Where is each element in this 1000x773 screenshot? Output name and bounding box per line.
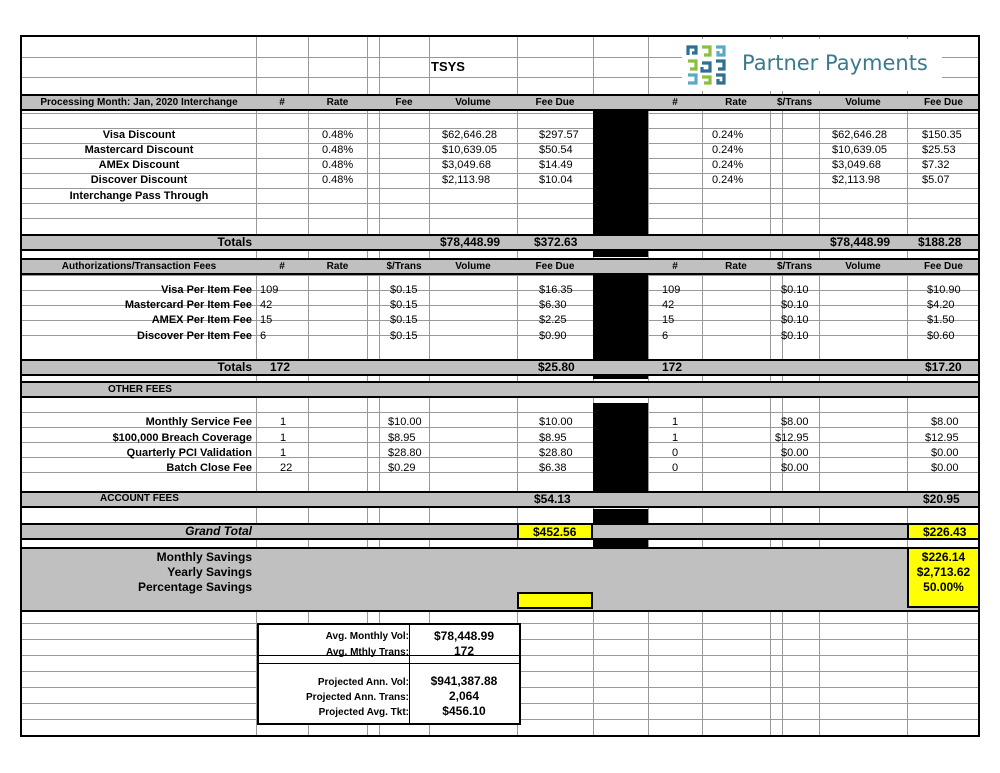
page-title: TSYS bbox=[431, 59, 465, 74]
header-label: Processing Month: Jan, 2020 Interchange bbox=[40, 97, 238, 108]
totals-volume: $78,448.99 bbox=[440, 235, 501, 249]
count-cell: 6 bbox=[662, 330, 669, 342]
totals-count: 172 bbox=[662, 360, 683, 374]
fee-due-cell: $14.49 bbox=[539, 159, 573, 171]
fee-due-cell: $8.00 bbox=[931, 416, 959, 428]
per-trans-cell: $10.00 bbox=[388, 416, 422, 428]
col-count: # bbox=[672, 97, 678, 108]
per-trans-cell: $12.95 bbox=[775, 432, 809, 444]
brand-name: Partner Payments bbox=[742, 51, 928, 75]
row-label: Visa Per Item Fee bbox=[161, 284, 252, 296]
per-trans-cell: $0.10 bbox=[781, 314, 809, 326]
totals-fee-due: $372.63 bbox=[534, 235, 578, 249]
interchange-header-row bbox=[22, 94, 978, 111]
per-trans-cell: $0.00 bbox=[781, 462, 809, 474]
fee-due-cell: $5.07 bbox=[922, 174, 950, 186]
grand-total-highlight bbox=[907, 523, 980, 540]
auth-header-row bbox=[22, 258, 978, 275]
rate-cell: 0.48% bbox=[322, 174, 354, 186]
count-cell: 1 bbox=[672, 416, 679, 428]
account-fees-fee-due: $20.95 bbox=[923, 492, 960, 506]
volume-cell: $62,646.28 bbox=[832, 129, 888, 141]
yearly-savings-label: Yearly Savings bbox=[167, 565, 252, 579]
col-per-trans: $/Trans bbox=[776, 261, 813, 272]
count-cell: 0 bbox=[672, 447, 679, 459]
avg-monthly-vol-value: $78,448.99 bbox=[433, 629, 495, 643]
count-cell: 109 bbox=[662, 284, 681, 296]
fee-due-cell: $10.00 bbox=[539, 416, 573, 428]
yearly-savings-value: $2,713.62 bbox=[916, 565, 971, 579]
count-cell: 42 bbox=[662, 299, 675, 311]
empty-highlight-cell bbox=[517, 592, 593, 609]
divider-column bbox=[593, 509, 648, 523]
percentage-savings-value: 50.00% bbox=[923, 580, 964, 594]
grand-total-highlight bbox=[517, 523, 593, 540]
count-cell: 6 bbox=[260, 330, 267, 342]
rate-cell: 0.48% bbox=[322, 144, 354, 156]
row-label: Batch Close Fee bbox=[166, 462, 252, 474]
totals-label: Totals bbox=[217, 235, 252, 249]
col-count: # bbox=[279, 97, 285, 108]
fee-due-cell: $297.57 bbox=[539, 129, 579, 141]
header-label: OTHER FEES bbox=[108, 384, 172, 395]
count-cell: 1 bbox=[280, 447, 287, 459]
col-fee-due: Fee Due bbox=[924, 261, 963, 272]
volume-cell: $3,049.68 bbox=[442, 159, 491, 171]
per-trans-cell: $0.15 bbox=[390, 284, 418, 296]
col-fee-due: Fee Due bbox=[535, 97, 575, 108]
per-trans-cell: $0.15 bbox=[390, 299, 418, 311]
account-fees-label: ACCOUNT FEES bbox=[100, 493, 179, 504]
row-label: AMEX Per Item Fee bbox=[151, 314, 252, 326]
totals-fee-due: $17.20 bbox=[925, 360, 962, 374]
savings-values-highlight bbox=[907, 547, 980, 608]
col-fee-due: Fee Due bbox=[924, 97, 963, 108]
count-cell: 0 bbox=[672, 462, 679, 474]
monthly-savings-value: $226.14 bbox=[921, 550, 966, 564]
fee-due-cell: $0.60 bbox=[927, 330, 955, 342]
partner-payments-logo-icon bbox=[682, 41, 734, 89]
fee-due-cell: $6.30 bbox=[539, 299, 567, 311]
per-trans-cell: $0.00 bbox=[781, 447, 809, 459]
volume-summary-box bbox=[257, 623, 521, 725]
fee-comparison-sheet bbox=[20, 35, 980, 737]
brand-logo bbox=[682, 39, 942, 91]
fee-due-cell: $0.00 bbox=[931, 462, 959, 474]
fee-due-cell: $12.95 bbox=[925, 432, 959, 444]
per-trans-cell: $8.95 bbox=[388, 432, 416, 444]
col-rate: Rate bbox=[326, 97, 349, 108]
fee-due-cell: $1.50 bbox=[927, 314, 955, 326]
savings-block bbox=[22, 547, 978, 612]
totals-count: 172 bbox=[270, 360, 291, 374]
per-trans-cell: $0.15 bbox=[390, 330, 418, 342]
grand-total-fee-due: $452.56 bbox=[533, 525, 577, 539]
count-cell: 109 bbox=[260, 284, 279, 296]
per-trans-cell: $8.00 bbox=[781, 416, 809, 428]
fee-due-cell: $10.90 bbox=[927, 284, 961, 296]
fee-due-cell: $10.04 bbox=[539, 174, 573, 186]
count-cell: 1 bbox=[280, 416, 287, 428]
avg-monthly-vol-label: Avg. Monthly Vol: bbox=[325, 631, 409, 642]
col-fee: Fee bbox=[395, 97, 413, 108]
count-cell: 1 bbox=[672, 432, 679, 444]
col-volume: Volume bbox=[845, 261, 881, 272]
rate-cell: 0.24% bbox=[712, 129, 744, 141]
count-cell: 42 bbox=[260, 299, 273, 311]
proj-avg-tkt-value: $456.10 bbox=[442, 704, 486, 718]
per-trans-cell: $0.10 bbox=[781, 284, 809, 296]
row-label: Visa Discount bbox=[102, 129, 176, 141]
count-cell: 22 bbox=[280, 462, 293, 474]
row-label: Interchange Pass Through bbox=[69, 190, 209, 202]
proj-avg-tkt-label: Projected Avg. Tkt: bbox=[318, 707, 409, 718]
rate-cell: 0.24% bbox=[712, 144, 744, 156]
monthly-savings-label: Monthly Savings bbox=[156, 550, 252, 564]
volume-cell: $2,113.98 bbox=[832, 174, 881, 186]
rate-cell: 0.24% bbox=[712, 159, 744, 171]
fee-due-cell: $0.90 bbox=[539, 330, 567, 342]
row-label: AMEx Discount bbox=[98, 159, 180, 171]
rate-cell: 0.48% bbox=[322, 159, 354, 171]
col-volume: Volume bbox=[455, 97, 491, 108]
fee-due-cell: $150.35 bbox=[922, 129, 962, 141]
interchange-totals-row bbox=[22, 234, 978, 251]
fee-due-cell: $25.53 bbox=[922, 144, 956, 156]
col-rate: Rate bbox=[326, 261, 349, 272]
fee-due-cell: $16.35 bbox=[539, 284, 573, 296]
totals-label: Totals bbox=[217, 360, 252, 374]
fee-due-cell: $50.54 bbox=[539, 144, 573, 156]
grand-total-fee-due: $226.43 bbox=[923, 525, 967, 539]
fee-due-cell: $0.00 bbox=[931, 447, 959, 459]
proj-ann-vol-label: Projected Ann. Vol: bbox=[317, 677, 409, 688]
totals-fee-due: $188.28 bbox=[918, 235, 962, 249]
proj-ann-vol-value: $941,387.88 bbox=[430, 674, 498, 688]
col-volume: Volume bbox=[455, 261, 491, 272]
per-trans-cell: $0.10 bbox=[781, 299, 809, 311]
totals-fee-due: $25.80 bbox=[538, 360, 575, 374]
account-fees-fee-due: $54.13 bbox=[534, 492, 571, 506]
per-trans-cell: $0.10 bbox=[781, 330, 809, 342]
row-label: Discover Per Item Fee bbox=[137, 330, 252, 342]
row-label: Quarterly PCI Validation bbox=[126, 447, 252, 459]
avg-mthly-trans-label: Avg. Mthly Trans: bbox=[326, 647, 409, 658]
grand-total-label: Grand Total bbox=[185, 524, 252, 538]
col-per-trans: $/Trans bbox=[776, 97, 813, 108]
row-label: Mastercard Discount bbox=[84, 144, 194, 156]
per-trans-cell: $0.29 bbox=[388, 462, 416, 474]
account-fees-row bbox=[22, 491, 978, 508]
per-trans-cell: $0.15 bbox=[390, 314, 418, 326]
count-cell: 1 bbox=[280, 432, 287, 444]
fee-due-cell: $4.20 bbox=[927, 299, 955, 311]
proj-ann-trans-value: 2,064 bbox=[448, 689, 480, 703]
col-rate: Rate bbox=[725, 261, 747, 272]
col-per-trans: $/Trans bbox=[386, 261, 422, 272]
row-label: Discover Discount bbox=[90, 174, 188, 186]
fee-due-cell: $8.95 bbox=[539, 432, 567, 444]
header-label: Authorizations/Transaction Fees bbox=[61, 261, 217, 272]
col-count: # bbox=[279, 261, 285, 272]
divider-column bbox=[593, 403, 648, 496]
row-label: Monthly Service Fee bbox=[145, 416, 252, 428]
col-fee-due: Fee Due bbox=[535, 261, 575, 272]
fee-due-cell: $28.80 bbox=[539, 447, 573, 459]
fee-due-cell: $7.32 bbox=[922, 159, 950, 171]
rate-cell: 0.48% bbox=[322, 129, 354, 141]
proj-ann-trans-label: Projected Ann. Trans: bbox=[306, 692, 409, 703]
volume-cell: $62,646.28 bbox=[442, 129, 498, 141]
avg-mthly-trans-value: 172 bbox=[453, 644, 475, 658]
row-label: Mastercard Per Item Fee bbox=[124, 299, 252, 311]
col-volume: Volume bbox=[845, 97, 881, 108]
count-cell: 15 bbox=[662, 314, 675, 326]
rate-cell: 0.24% bbox=[712, 174, 744, 186]
fee-due-cell: $2.25 bbox=[539, 314, 567, 326]
percentage-savings-label: Percentage Savings bbox=[137, 580, 252, 594]
grand-total-row bbox=[22, 523, 978, 540]
volume-cell: $3,049.68 bbox=[832, 159, 881, 171]
totals-volume: $78,448.99 bbox=[830, 235, 891, 249]
per-trans-cell: $28.80 bbox=[388, 447, 422, 459]
fee-due-cell: $6.38 bbox=[539, 462, 567, 474]
auth-totals-row bbox=[22, 359, 978, 376]
col-rate: Rate bbox=[725, 97, 747, 108]
row-label: $100,000 Breach Coverage bbox=[112, 432, 252, 444]
volume-cell: $10,639.05 bbox=[442, 144, 498, 156]
volume-cell: $10,639.05 bbox=[832, 144, 888, 156]
col-count: # bbox=[672, 261, 678, 272]
volume-cell: $2,113.98 bbox=[442, 174, 491, 186]
count-cell: 15 bbox=[260, 314, 273, 326]
other-fees-header-row bbox=[22, 381, 978, 398]
